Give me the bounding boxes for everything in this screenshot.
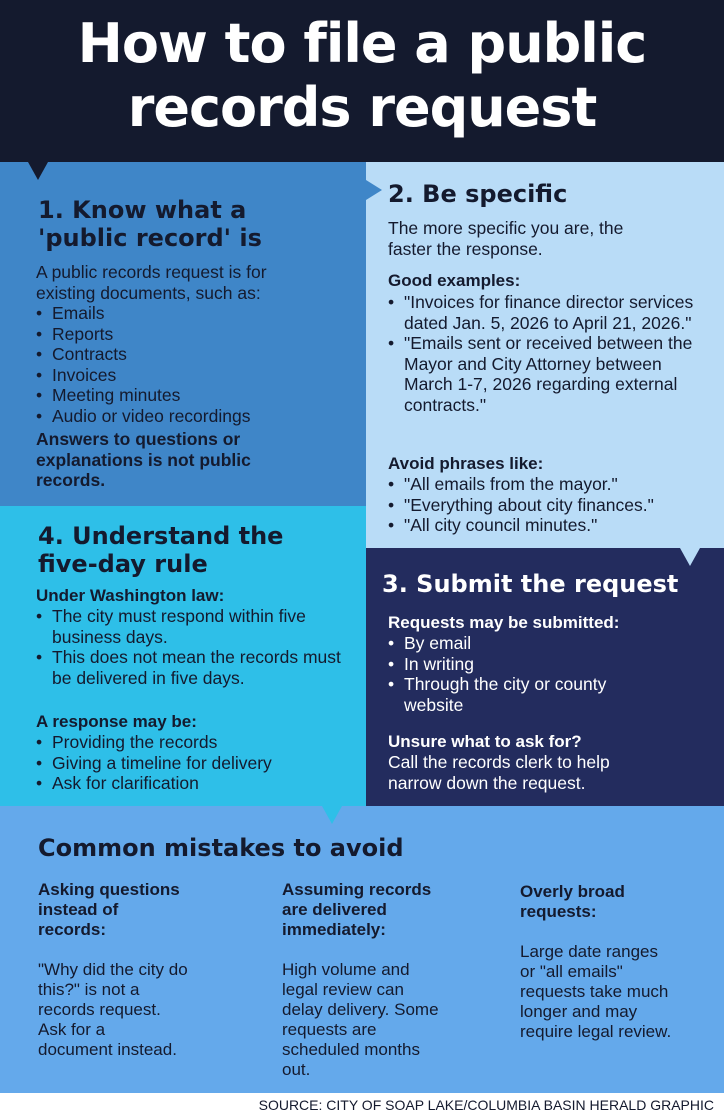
mistake-3-text: [520, 942, 720, 1042]
mistake-2-heading-line3: immediately:: [282, 920, 386, 939]
list-item: • Invoices: [36, 365, 356, 386]
mistake-3-heading: [520, 882, 720, 922]
unsure-text-line1: Call the records clerk to help: [388, 752, 610, 772]
mistake-3-text-line: requests take much: [520, 982, 669, 1001]
mistake-3-heading-line2: requests:: [520, 902, 597, 921]
avoid-phrases-label: Avoid phrases like:: [388, 454, 544, 473]
section2-intro-line2: faster the response.: [388, 238, 543, 259]
mistake-1-text-line: records request.: [38, 1000, 161, 1019]
connector-triangle: [366, 180, 382, 200]
section2-intro: [388, 218, 708, 259]
section1-title-line2: 'public record' is: [38, 224, 262, 252]
unsure-label: Unsure what to ask for?: [388, 732, 582, 751]
mistake-1-heading-line2: instead of: [38, 900, 119, 919]
list-item: • By email: [388, 633, 648, 654]
avoid-phrases-list: [388, 474, 714, 536]
good-examples-label: Good examples:: [388, 271, 521, 290]
list-item: • Emails: [36, 303, 356, 324]
mistake-1-text-line: this?" is not a: [38, 980, 140, 999]
submission-ways-list: [388, 633, 648, 715]
mistake-1-text-line: document instead.: [38, 1040, 177, 1059]
section1-title-line1: 1. Know what a: [38, 196, 247, 224]
header-banner: [0, 0, 724, 162]
unsure-text: [388, 752, 718, 793]
list-item: • Providing the records: [36, 732, 354, 753]
section1-intro: [36, 262, 356, 303]
list-item: • Meeting minutes: [36, 385, 356, 406]
section2-title: 2. Be specific: [388, 180, 568, 208]
mistake-2-heading: [282, 880, 502, 940]
section1-document-list: [36, 303, 356, 426]
list-item: • Ask for clarification: [36, 773, 354, 794]
section1-title: [38, 196, 358, 252]
list-item: • "Emails sent or received between the Mayor and City Attorney between March 1-7, 2026 regarding external contracts.": [388, 333, 714, 415]
section1-intro-line1: A public records request is for: [36, 262, 267, 282]
section4-title-line2: five-day rule: [38, 550, 208, 578]
response-label: A response may be:: [36, 712, 197, 731]
mistake-2-text-line: delay delivery. Some: [282, 1000, 439, 1019]
title-line-1: How to file a public: [77, 12, 647, 75]
list-item: • In writing: [388, 654, 648, 675]
mistake-1-text-line: Ask for a: [38, 1020, 106, 1039]
mistake-3-text-line: Large date ranges: [520, 942, 658, 961]
list-item: • "All city council minutes.": [388, 515, 714, 536]
section4-title: [38, 522, 358, 578]
section2-intro-line1: The more specific you are, the: [388, 218, 624, 238]
mistake-1-heading-line3: records:: [38, 920, 107, 939]
section-submit-request: [366, 548, 724, 806]
page-title: [0, 12, 724, 140]
section-know-public-record: [0, 162, 366, 506]
list-item: • Contracts: [36, 344, 356, 365]
source-credit: SOURCE: CITY OF SOAP LAKE/COLUMBIA BASIN HERALD GRAPHIC: [258, 1097, 714, 1113]
submission-ways-label: Requests may be submitted:: [388, 613, 620, 632]
section1-note-line2: explanations is not public: [36, 449, 251, 470]
list-item: • "All emails from the mayor.": [388, 474, 714, 495]
connector-triangle: [28, 162, 48, 180]
list-item: • Through the city or county website: [388, 674, 648, 715]
section-be-specific: [366, 162, 724, 548]
list-item: • This does not mean the records must be delivered in five days.: [36, 647, 354, 688]
mistake-3-text-line: require legal review.: [520, 1022, 672, 1041]
mistake-2-text: [282, 960, 502, 1080]
list-item: • Audio or video recordings: [36, 406, 356, 427]
mistake-1-text: [38, 960, 268, 1060]
list-item: • "Invoices for finance director services dated Jan. 5, 2026 to April 21, 2026.": [388, 292, 714, 333]
washington-law-label: Under Washington law:: [36, 586, 225, 605]
section1-intro-line2: existing documents, such as:: [36, 282, 261, 303]
mistake-2-text-line: out.: [282, 1060, 311, 1079]
section1-note-line3: records.: [36, 470, 106, 490]
mistake-2-text-line: requests are: [282, 1020, 377, 1039]
mistake-1-heading: [38, 880, 268, 940]
list-item: • The city must respond within five business days.: [36, 606, 354, 647]
mistake-1-text-line: "Why did the city do: [38, 960, 188, 979]
mistake-2-text-line: legal review can: [282, 980, 404, 999]
mistake-2-heading-line2: are delivered: [282, 900, 387, 919]
list-item: • Giving a timeline for delivery: [36, 753, 354, 774]
section-five-day-rule: [0, 506, 366, 806]
mistake-2-text-line: High volume and: [282, 960, 410, 979]
list-item: • "Everything about city finances.": [388, 495, 714, 516]
mistake-2-heading-line1: Assuming records: [282, 880, 432, 899]
section3-title: 3. Submit the request: [382, 570, 679, 598]
washington-law-list: [36, 606, 354, 688]
mistakes-title: Common mistakes to avoid: [38, 834, 404, 862]
mistake-1-heading-line1: Asking questions: [38, 880, 180, 899]
mistake-3-heading-line1: Overly broad: [520, 882, 625, 901]
section1-note-line1: Answers to questions or: [36, 429, 241, 449]
footer: [0, 1093, 724, 1117]
list-item: • Reports: [36, 324, 356, 345]
section-common-mistakes: [0, 806, 724, 1093]
title-line-2: records request: [127, 76, 597, 139]
mistake-3-text-line: or "all emails": [520, 962, 623, 981]
good-examples-list: [388, 292, 714, 415]
section1-note: [36, 429, 356, 491]
connector-triangle: [680, 548, 700, 566]
response-list: [36, 732, 354, 794]
mistake-2-text-line: scheduled months: [282, 1040, 420, 1059]
section4-title-line1: 4. Understand the: [38, 522, 284, 550]
mistake-3-text-line: longer and may: [520, 1002, 638, 1021]
unsure-text-line2: narrow down the request.: [388, 772, 586, 793]
connector-triangle: [322, 806, 342, 824]
